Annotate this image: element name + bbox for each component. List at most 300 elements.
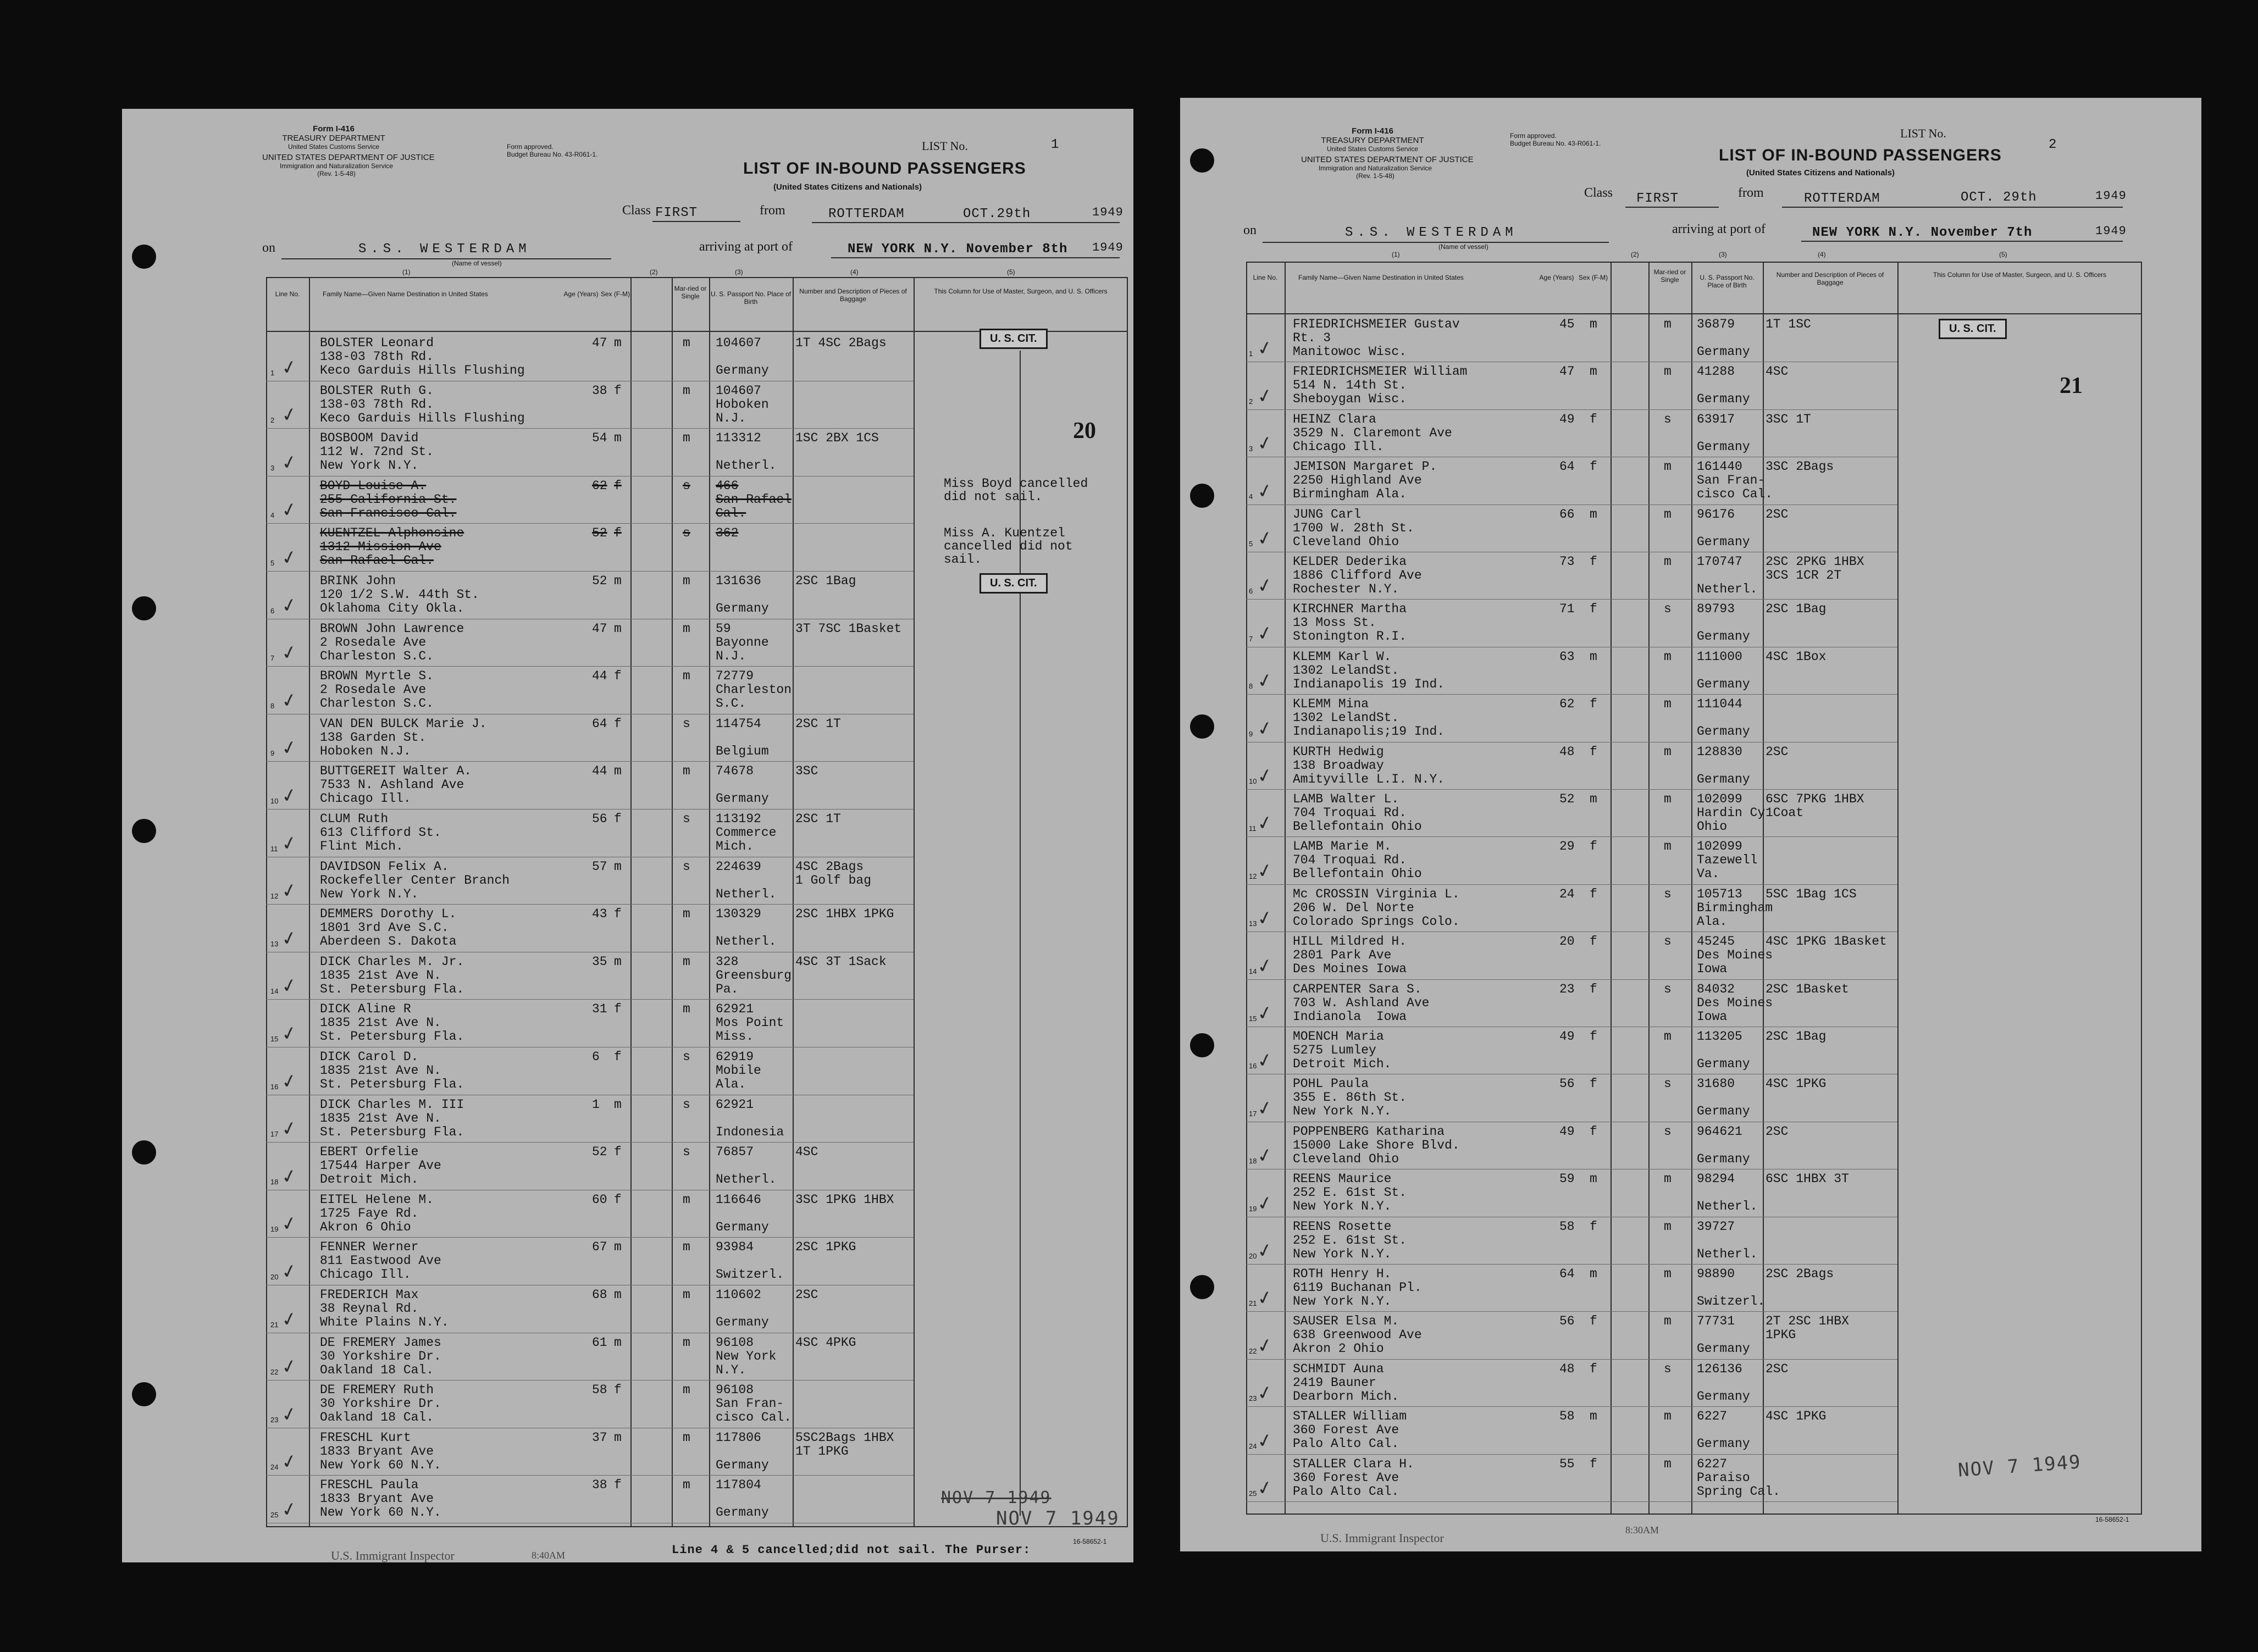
col-head-officers: This Column for Use of Master, Surgeon, and U. S. Officers [1933, 271, 2107, 279]
passport-and-birthplace: 41288 Germany [1697, 364, 1750, 407]
col-head-age: Age (Years) [563, 290, 599, 298]
manifest-subtitle: (United States Citizens and Nationals) [1746, 168, 1895, 178]
baggage-description: 3T 7SC 1Basket [795, 621, 902, 636]
row-check-mark: ✓ [279, 1307, 300, 1332]
passenger-age: 60 [592, 1192, 607, 1207]
passenger-name-address: FREDERICH Max 38 Reynal Rd. White Plains N.Y. [320, 1288, 449, 1329]
passenger-name-address: BOLSTER Leonard 138-03 78th Rd. Keco Garduis Hills Flushing [320, 336, 525, 378]
passenger-marital-status: m [1664, 839, 1672, 854]
passenger-age: 56 [1559, 1314, 1575, 1329]
row-check-mark: ✓ [1255, 906, 1275, 931]
passport-and-birthplace: 93984 Switzerl. [716, 1240, 784, 1282]
passenger-name-address: CLUM Ruth 613 Clifford St. Flint Mich. [320, 812, 441, 853]
passenger-marital-status: s [683, 1050, 690, 1064]
passport-and-birthplace: 62919 Mobile Ala. [716, 1050, 761, 1091]
row-check-mark: ✓ [1255, 668, 1275, 694]
col-num-5: (5) [1999, 251, 2007, 258]
row-line-number: 6 [1249, 587, 1253, 596]
passenger-marital-status: m [1664, 649, 1672, 664]
passenger-age: 59 [1559, 1172, 1575, 1187]
passenger-age: 24 [1559, 886, 1575, 901]
row-check-mark: ✓ [279, 688, 300, 713]
passport-and-birthplace: 96176 Germany [1697, 507, 1750, 549]
row-line-number: 16 [270, 1082, 279, 1091]
row-line-number: 2 [1249, 397, 1253, 406]
row-check-mark: ✓ [279, 735, 300, 761]
row-check-mark: ✓ [279, 1069, 300, 1094]
passenger-age: 58 [1559, 1409, 1575, 1424]
passenger-name-address: CARPENTER Sara S. 703 W. Ashland Ave Indianola Iowa [1293, 982, 1430, 1024]
passenger-marital-status: m [1664, 459, 1672, 474]
row-line-number: 8 [1249, 682, 1253, 691]
passport-and-birthplace: 113312 Netherl. [716, 431, 777, 473]
row-check-mark: ✓ [1255, 811, 1275, 836]
passenger-name-address: JUNG Carl 1700 W. 28th St. Cleveland Ohio [1293, 507, 1414, 549]
baggage-description: 2SC 1Bag [795, 574, 856, 588]
passenger-sex: f [614, 1145, 622, 1160]
passenger-marital-status: m [683, 954, 690, 969]
passenger-sex: f [1590, 1361, 1597, 1376]
us-citizen-stamp: U. S. CIT. [1939, 319, 2007, 339]
passenger-sex: f [1590, 555, 1597, 569]
passenger-name-address: SAUSER Elsa M. 638 Greenwood Ave Akron 2 Ohio [1293, 1314, 1422, 1356]
passenger-age: 56 [1559, 1077, 1575, 1091]
passenger-name-address: MOENCH Maria 5275 Lumley Detroit Mich. [1293, 1029, 1392, 1071]
passport-and-birthplace: 224639 Netherl. [716, 859, 777, 901]
passport-and-birthplace: 45245 Des Moines Iowa [1697, 934, 1773, 977]
form-header-block [1301, 126, 1444, 153]
passport-and-birthplace: 111000 Germany [1697, 649, 1750, 691]
col-head-name: Family Name—Given Name Destination in United States [1298, 274, 1464, 281]
passenger-marital-status: m [683, 383, 690, 398]
date-value: OCT. 29th [1961, 190, 2037, 205]
row-divider [266, 1475, 914, 1476]
passport-and-birthplace: 117806 Germany [716, 1430, 769, 1472]
baggage-description: 3SC 2Bags [1766, 459, 1834, 474]
passenger-marital-status: m [1664, 1314, 1672, 1329]
passenger-sex: f [1590, 934, 1597, 949]
passport-and-birthplace: 31680 Germany [1697, 1077, 1750, 1119]
passenger-name-address: BOSBOOM David 112 W. 72nd St. New York N.Y. [320, 431, 434, 473]
col-num-3: (3) [735, 268, 743, 276]
from-underline [1782, 207, 2123, 208]
cancellation-note-2: Miss A. Kuentzel cancelled did not sail. [944, 526, 1073, 567]
passenger-sex: f [1590, 412, 1597, 426]
passenger-sex: m [614, 431, 622, 446]
form-number: Form I-416 [1352, 126, 1393, 136]
passenger-sex: m [1590, 317, 1597, 331]
baggage-description: 4SC 1PKG [1766, 1409, 1827, 1424]
ins-service: Immigration and Naturalization Service [1318, 164, 1432, 172]
row-line-number: 4 [270, 511, 275, 520]
baggage-description: 2SC [1766, 744, 1789, 759]
passport-and-birthplace: 39727 Netherl. [1697, 1219, 1758, 1261]
us-citizen-stamp: U. S. CIT. [979, 329, 1048, 349]
row-check-mark: ✓ [279, 831, 300, 856]
passenger-sex: m [1590, 507, 1597, 522]
col-rule [793, 277, 794, 1527]
passenger-marital-status: m [683, 1002, 690, 1017]
row-check-mark: ✓ [1255, 716, 1275, 741]
baggage-description: 2SC 1Bag [1766, 1029, 1827, 1044]
passenger-marital-status: s [1664, 602, 1672, 617]
row-check-mark: ✓ [279, 1021, 300, 1046]
passenger-age: 23 [1559, 982, 1575, 996]
passport-and-birthplace: 128830 Germany [1697, 744, 1750, 786]
passenger-sex: m [1590, 1172, 1597, 1187]
row-check-mark: ✓ [279, 1402, 300, 1427]
baggage-description: 2SC 1PKG [795, 1240, 856, 1255]
baggage-description: 2SC 1Bag [1766, 602, 1827, 617]
page-mark: 20 [1073, 418, 1096, 444]
passenger-name-address: BOLSTER Ruth G. 138-03 78th Rd. Keco Garduis Hills Flushing [320, 383, 525, 425]
passenger-name-address: LAMB Walter L. 704 Troquai Rd. Bellefontain Ohio [1293, 792, 1422, 834]
row-line-number: 19 [270, 1225, 279, 1234]
port-value: NEW YORK N.Y. November 7th [1812, 225, 2033, 240]
row-check-mark: ✓ [279, 1354, 300, 1379]
punch-hole [1190, 1033, 1214, 1057]
row-check-mark: ✓ [1255, 1285, 1275, 1311]
row-divider [266, 904, 914, 905]
row-line-number: 8 [270, 701, 275, 710]
row-check-mark: ✓ [1255, 1381, 1275, 1406]
passenger-marital-status: s [1664, 886, 1672, 901]
passport-and-birthplace: 170747 Netherl. [1697, 555, 1758, 596]
passport-and-birthplace: 36879 Germany [1697, 317, 1750, 359]
vessel-caption: (Name of vessel) [1438, 243, 1488, 251]
passenger-name-address: BRINK John 120 1/2 S.W. 44th St. Oklahoma City Okla. [320, 574, 479, 616]
row-line-number: 15 [270, 1035, 279, 1043]
passenger-name-address: POHL Paula 355 E. 86th St. New York N.Y. [1293, 1077, 1407, 1119]
passenger-name-address: STALLER William 360 Forest Ave Palo Alto Cal. [1293, 1409, 1407, 1451]
row-divider [1246, 1501, 1897, 1502]
row-line-number: 5 [1249, 540, 1253, 548]
row-check-mark: ✓ [1255, 621, 1275, 646]
row-check-mark: ✓ [279, 1259, 300, 1284]
passenger-name-address: BUTTGEREIT Walter A. 7533 N. Ashland Ave Chicago Ill. [320, 764, 472, 806]
on-label: on [1243, 223, 1257, 237]
class-value: FIRST [1636, 191, 1679, 206]
row-line-number: 12 [1249, 872, 1257, 880]
passenger-marital-status: s [683, 1097, 690, 1112]
class-underline [1625, 207, 1719, 208]
baggage-description: 5SC 1Bag 1CS [1766, 886, 1857, 901]
row-line-number: 14 [270, 987, 279, 996]
passport-and-birthplace: 117804 Germany [716, 1478, 769, 1520]
baggage-description: 5SC2Bags 1HBX 1T 1PKG [795, 1430, 894, 1459]
passenger-marital-status: s [1664, 934, 1672, 949]
manifest-subtitle: (United States Citizens and Nationals) [773, 182, 922, 192]
passenger-marital-status: m [1664, 1267, 1672, 1281]
passenger-age: 56 [592, 812, 607, 826]
col-num-4: (4) [850, 268, 859, 276]
passenger-sex: f [1590, 744, 1597, 759]
row-line-number: 18 [1249, 1157, 1257, 1166]
passenger-name-address: DEMMERS Dorothy L. 1801 3rd Ave S.C. Aberdeen S. Dakota [320, 907, 457, 949]
passenger-age: 54 [592, 431, 607, 446]
passenger-name-address: EITEL Helene M. 1725 Faye Rd. Akron 6 Ohio [320, 1192, 434, 1234]
passenger-name-address: VAN DEN BULCK Marie J. 138 Garden St. Hoboken N.J. [320, 716, 487, 758]
vessel-underline [281, 258, 611, 259]
from-label: from [1738, 186, 1764, 200]
from-label: from [760, 203, 785, 218]
passenger-marital-status: m [683, 1383, 690, 1398]
row-check-mark: ✓ [1255, 431, 1275, 456]
row-line-number: 17 [1249, 1109, 1257, 1118]
passenger-name-address: HEINZ Clara 3529 N. Claremont Ave Chicago Ill. [1293, 412, 1452, 454]
form-number: Form I-416 [313, 124, 355, 134]
passenger-age: 68 [592, 1288, 607, 1302]
passenger-name-address: DICK Charles M. III 1835 21st Ave N. St. Petersburg Fla. [320, 1097, 464, 1139]
passenger-age: 58 [1559, 1219, 1575, 1234]
us-citizen-stamp: U. S. CIT. [979, 573, 1048, 594]
passport-and-birthplace: 113205 Germany [1697, 1029, 1750, 1071]
passport-and-birthplace: 59 Bayonne N.J. [716, 621, 769, 663]
passenger-sex: f [614, 907, 622, 922]
passenger-sex: m [614, 621, 622, 636]
row-line-number: 13 [270, 939, 279, 948]
passenger-marital-status: m [1664, 1029, 1672, 1044]
passenger-marital-status: s [1664, 1077, 1672, 1091]
passenger-age: 52 [592, 526, 607, 541]
arriving-label: arriving at port of [699, 240, 793, 254]
passenger-sex: m [614, 574, 622, 588]
year-value: 1949 [2095, 189, 2127, 203]
row-check-mark: ✓ [1255, 1476, 1275, 1501]
passenger-name-address: BROWN Myrtle S. 2 Rosedale Ave Charleston S.C. [320, 669, 434, 711]
row-line-number: 11 [1249, 824, 1257, 833]
passport-and-birthplace: 62921 Mos Point Miss. [716, 1002, 784, 1044]
col-num-1: (1) [402, 268, 411, 276]
on-label: on [262, 241, 275, 255]
row-line-number: 14 [1249, 967, 1257, 975]
passenger-marital-status: m [683, 669, 690, 684]
passenger-name-address: DICK Charles M. Jr. 1835 21st Ave N. St. Petersburg Fla. [320, 954, 464, 996]
row-divider [1246, 1311, 1897, 1312]
row-check-mark: ✓ [279, 1164, 300, 1189]
passport-and-birthplace: 74678 Germany [716, 764, 769, 806]
row-check-mark: ✓ [1255, 1048, 1275, 1073]
passenger-sex: f [1590, 1124, 1597, 1139]
baggage-description: 1T 1SC [1766, 317, 1811, 331]
year-value: 1949 [1092, 206, 1124, 219]
col-head-sex: Sex (F-M) [600, 290, 630, 298]
passenger-name-address: FRESCHL Kurt 1833 Bryant Ave New York 60 N.Y. [320, 1430, 441, 1472]
passenger-marital-status: s [1664, 1361, 1672, 1376]
passenger-sex: f [614, 1478, 622, 1493]
justice-block [1301, 155, 1474, 180]
passenger-name-address: DE FREMERY James 30 Yorkshire Dr. Oakland 18 Cal. [320, 1335, 441, 1377]
baggage-description: 2SC [1766, 507, 1789, 522]
row-line-number: 18 [270, 1177, 279, 1186]
port-underline [831, 257, 1120, 258]
passenger-sex: m [614, 1335, 622, 1350]
passenger-marital-status: s [683, 812, 690, 826]
col-num-5: (5) [1007, 268, 1015, 276]
baggage-description: 3SC [795, 764, 818, 779]
row-line-number: 9 [1249, 729, 1253, 738]
punch-hole [1190, 148, 1214, 173]
passenger-name-address: KUENTZEL Alphonsine 1312 Mission Ave San Rafael Cal. [320, 526, 464, 568]
passenger-marital-status: m [1664, 1456, 1672, 1471]
punch-hole [132, 1382, 156, 1406]
passenger-name-address: REENS Rosette 252 E. 61st St. New York N.Y. [1293, 1219, 1407, 1261]
vessel-underline [1263, 242, 1609, 243]
passenger-age: 61 [592, 1335, 607, 1350]
from-value: ROTTERDAM [1804, 191, 1880, 206]
row-divider [1246, 694, 1897, 695]
passenger-age: 44 [592, 764, 607, 779]
passenger-marital-status: m [1664, 317, 1672, 331]
passport-and-birthplace: 104607 Germany [716, 336, 769, 378]
row-line-number: 4 [1249, 492, 1253, 501]
col-head-married: Mar-ried or Single [1653, 268, 1686, 284]
date-stamp: NOV 7 1949 [996, 1507, 1120, 1529]
passport-and-birthplace: 84032 Des Moines Iowa [1697, 982, 1773, 1024]
passport-and-birthplace: 105713 Birmingham Ala. [1697, 886, 1773, 929]
passenger-age: 49 [1559, 1029, 1575, 1044]
col-head-line: Line No. [275, 290, 300, 298]
list-no-value: 1 [1051, 137, 1060, 152]
passport-and-birthplace: 466 San Rafael Cal. [716, 478, 792, 520]
budget-block [1510, 132, 1601, 147]
passenger-sex: m [1590, 792, 1597, 806]
passenger-marital-status: m [683, 907, 690, 922]
row-check-mark: ✓ [1255, 953, 1275, 979]
class-label: Class [1584, 186, 1613, 200]
col-rule [1897, 262, 1899, 1515]
passenger-age: 52 [592, 1145, 607, 1160]
passenger-sex: f [1590, 982, 1597, 996]
passenger-name-address: BOYD Louise A. 255 California St. San Francisco Cal. [320, 478, 457, 520]
passenger-sex: f [614, 1383, 622, 1398]
baggage-description: 2SC 2PKG 1HBX 3CS 1CR 2T [1766, 555, 1864, 583]
row-line-number: 25 [1249, 1489, 1257, 1498]
port-year-value: 1949 [1092, 241, 1124, 254]
baggage-description: 1SC 2BX 1CS [795, 431, 879, 446]
passenger-sex: m [614, 859, 622, 874]
passenger-sex: f [1590, 1314, 1597, 1329]
baggage-description: 4SC [1766, 364, 1789, 379]
from-value: ROTTERDAM [828, 207, 905, 221]
col-rule [1285, 262, 1286, 1515]
passenger-sex: m [614, 1240, 622, 1255]
passenger-sex: f [614, 478, 622, 493]
budget-bureau: Budget Bureau No. 43-R061-1. [1510, 140, 1601, 147]
passenger-sex: m [614, 954, 622, 969]
row-line-number: 13 [1249, 919, 1257, 928]
row-line-number: 20 [1249, 1252, 1257, 1260]
passenger-marital-status: s [683, 1145, 690, 1160]
row-check-mark: ✓ [279, 450, 300, 475]
passenger-sex: m [614, 1430, 622, 1445]
row-divider [1246, 789, 1897, 790]
date-stamp-struck: NOV 7 1949 [941, 1488, 1051, 1507]
passenger-name-address: DE FREMERY Ruth 30 Yorkshire Dr. Oakland 18 Cal. [320, 1383, 441, 1425]
port-year-value: 1949 [2095, 224, 2127, 238]
passenger-name-address: LAMB Marie M. 704 Troquai Rd. Bellefontain Ohio [1293, 839, 1422, 882]
passenger-age: 55 [1559, 1456, 1575, 1471]
row-line-number: 16 [1249, 1062, 1257, 1071]
passenger-sex: m [1590, 1267, 1597, 1281]
baggage-description: 2SC 1HBX 1PKG [795, 907, 894, 922]
passenger-age: 71 [1559, 602, 1575, 617]
row-check-mark: ✓ [1255, 479, 1275, 504]
passenger-sex: f [614, 383, 622, 398]
row-check-mark: ✓ [279, 593, 300, 618]
row-check-mark: ✓ [1255, 336, 1275, 361]
col-head-age: Age (Years) [1539, 274, 1574, 281]
baggage-description: 6SC 7PKG 1HBX 1Coat [1766, 792, 1864, 820]
baggage-description: 2SC 2Bags [1766, 1267, 1834, 1281]
passenger-name-address: SCHMIDT Auna 2419 Bauner Dearborn Mich. [1293, 1361, 1399, 1404]
passenger-sex: f [614, 1050, 622, 1064]
row-divider [266, 1237, 914, 1238]
passenger-age: 62 [592, 478, 607, 493]
row-check-mark: ✓ [279, 973, 300, 999]
row-check-mark: ✓ [279, 1116, 300, 1141]
baggage-description: 4SC 3T 1Sack [795, 954, 887, 969]
passport-and-birthplace: 62921 Indonesia [716, 1097, 784, 1139]
passenger-sex: m [1590, 1409, 1597, 1424]
passenger-sex: m [614, 336, 622, 350]
passenger-age: 58 [592, 1383, 607, 1398]
inspector-time: 8:40AM [532, 1550, 566, 1561]
col-rule [309, 277, 310, 1527]
baggage-description: 4SC 2Bags 1 Golf bag [795, 859, 872, 888]
row-divider [266, 809, 914, 810]
manifest-title: LIST OF IN-BOUND PASSENGERS [743, 159, 1026, 178]
passport-and-birthplace: 77731 Germany [1697, 1314, 1750, 1356]
row-check-mark: ✓ [279, 1211, 300, 1237]
row-check-mark: ✓ [279, 355, 300, 380]
row-check-mark: ✓ [279, 640, 300, 666]
passenger-sex: f [1590, 886, 1597, 901]
passenger-age: 45 [1559, 317, 1575, 331]
passenger-marital-status: m [1664, 1409, 1672, 1424]
officer-line [1020, 351, 1021, 1516]
passenger-name-address: JEMISON Margaret P. 2250 Highland Ave Birmingham Ala. [1293, 459, 1437, 502]
row-check-mark: ✓ [1255, 1096, 1275, 1121]
date-stamp: NOV 7 1949 [1957, 1451, 2082, 1482]
row-check-mark: ✓ [1255, 573, 1275, 598]
form-rev: (Rev. 1-5-48) [1356, 172, 1394, 180]
row-check-mark: ✓ [279, 402, 300, 428]
date-value: OCT.29th [963, 207, 1031, 221]
baggage-description: 4SC [795, 1145, 818, 1160]
passenger-marital-status: m [683, 1430, 690, 1445]
budget-block [507, 143, 597, 158]
passenger-marital-status: m [1664, 744, 1672, 759]
row-divider [1246, 409, 1897, 410]
passenger-marital-status: m [683, 1288, 690, 1302]
passenger-sex: f [1590, 1456, 1597, 1471]
row-check-mark: ✓ [1255, 1428, 1275, 1454]
passenger-name-address: KLEMM Mina 1302 LelandSt. Indianapolis;19 Ind. [1293, 697, 1445, 739]
passport-and-birthplace: 110602 Germany [716, 1288, 769, 1329]
row-line-number: 1 [270, 368, 275, 377]
passenger-marital-status: m [683, 336, 690, 350]
passenger-name-address: POPPENBERG Katharina 15000 Lake Shore Blvd. Cleveland Ohio [1293, 1124, 1460, 1166]
row-divider [266, 523, 914, 524]
passenger-age: 44 [592, 669, 607, 684]
punch-hole [1190, 1275, 1214, 1299]
passenger-sex: f [1590, 602, 1597, 617]
passenger-marital-status: m [1664, 1172, 1672, 1187]
passenger-marital-status: m [683, 621, 690, 636]
punch-hole [132, 245, 156, 269]
baggage-description: 4SC 1PKG [1766, 1077, 1827, 1091]
